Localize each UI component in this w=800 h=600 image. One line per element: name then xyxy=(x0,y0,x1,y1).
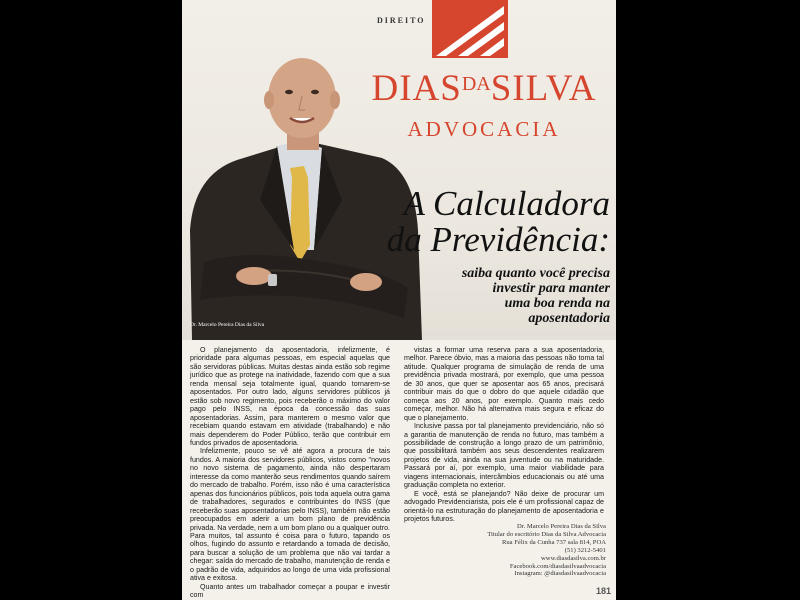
article-column-left xyxy=(190,346,390,600)
section-label: DIREITO xyxy=(377,16,426,25)
author-address: Rua Félix da Cunha 737 sala 814, POA xyxy=(501,538,606,546)
author-facebook: Facebook.com/diasdasilvaadvocacia xyxy=(509,562,606,570)
paragraph: Quanto antes um trabalhador começar a poupar e investir com xyxy=(190,582,390,600)
brand-subtitle: ADVOCACIA xyxy=(407,117,561,141)
paragraph: vistas a formar uma reserva para a sua aposentadoria, melhor. Parece óbvio, mas a maioria das pessoas não toma tal atitude. Qualquer programa de simulação de renda de uma previdência privada mostrará, por exemplo, que uma pessoa de 30 anos, que quer se aposentar aos 65 anos, precisará contribuir mais do que o dobro do que aquele cidadão que começa aos 20 anos, por exemplo. Quanto mais cedo começar, melhor. Não há alternativa mais segura e eficaz do que o planejamento. xyxy=(404,346,604,422)
author-instagram: Instagram: @diasdasilvaadvocacia xyxy=(514,570,606,578)
author-signature xyxy=(487,523,606,578)
left-hand xyxy=(236,267,272,285)
article-headline: A Calculadora da Previdência: xyxy=(386,184,610,259)
author-name: Dr. Marcelo Pereira Dias da Silva xyxy=(517,523,606,530)
article-column-right xyxy=(404,346,604,524)
page-number: 181 xyxy=(595,586,611,596)
paragraph: Inclusive passa por tal planejamento previdenciário, não só a garantia de manutenção de renda no futuro, mas também a possibilidade de construção a longo prazo de um patrimônio, que possibilitará também aos seus descendentes realizarem projetos de vida, ainda na sua juventude ou na maturidade. Passará por aí, por exemplo, uma maior viabilidade para viagens internacionais, intercâmbios educacionais ou até uma graduação completa no exterior. xyxy=(404,422,604,490)
author-title: Titular do escritório Dias da Silva Advocacia xyxy=(487,530,606,538)
author-phone: (51) 3212-5401 xyxy=(564,546,606,554)
article-subheadline: saiba quanto você precisa investir para manter uma boa renda na aposentadoria xyxy=(461,266,610,326)
magazine-page xyxy=(182,0,616,600)
author-website: www.diasdasilva.com.br xyxy=(541,554,606,562)
wristwatch xyxy=(268,274,277,286)
portrait-photo xyxy=(182,0,422,340)
photo-caption: Dr. Marcelo Pereira Dias da Silva xyxy=(190,322,265,328)
brand-name: $DIAS^{DA}SILVA$ xyxy=(371,68,597,109)
paragraph: E você, está se planejando? Não deixe de procurar um advogado Previdenciarista, pois ele é um profissional capaz de orientá-lo na estruturação do planejamento de aposentadoria e projetos futuros. xyxy=(404,489,604,524)
paragraph: O planejamento da aposentadoria, infelizmente, é prioridade para algumas pessoas, em especial aquelas que são servidoras públicas. Muitas destas ainda estão sob regime jurídico que as protege na inatividade, fazendo com que a sua renda mensal seja totalmente igual, quando tornarem-se aposentados. Por outro lado, alguns servidores públicos já estão sob novo regimento, pois receberão o máximo do valor pago pelo INSS, na época da concessão das suas aposentadorias. Assim, para manterem o mesmo valor que recebiam quando estavam em atividade (trabalhando) e não mais dependerem do Poder Público, terão que contribuir em fundos privados de aposentadoria. xyxy=(190,346,390,447)
brand-logo-icon xyxy=(432,0,508,58)
paragraph: Infelizmente, pouco se vê até agora a procura de tais fundos. A maioria dos servidores públicos, vistos como "novos no novo sistema de pagamento, ainda não despertaram interesse da como manterão seus rendimentos quando saírem do mercado de trabalho. Porém, isso não é uma característica apenas dos funcionários públicos, pois toda aquela outra gama de trabalhadores, segurados e contribuintes do INSS (que receberão suas aposentadorias pelo INSS), também não estão preocupados em aderir a um bom plano de previdência privada. Na verdade, nem a um bom plano ou a qualquer outro. Para muitos, tal assunto é coisa para o futuro, tapando os olhos, fugindo do assunto e retardando a tomada de decisão, para buscar a solução de um problema que não vai tardar a chegar: saída do mercado de trabalho, manutenção de renda e o padrão de vida, adquiridos ao longo de uma vida profissional ativa e exitosa. xyxy=(190,447,390,583)
right-hand xyxy=(350,273,382,291)
